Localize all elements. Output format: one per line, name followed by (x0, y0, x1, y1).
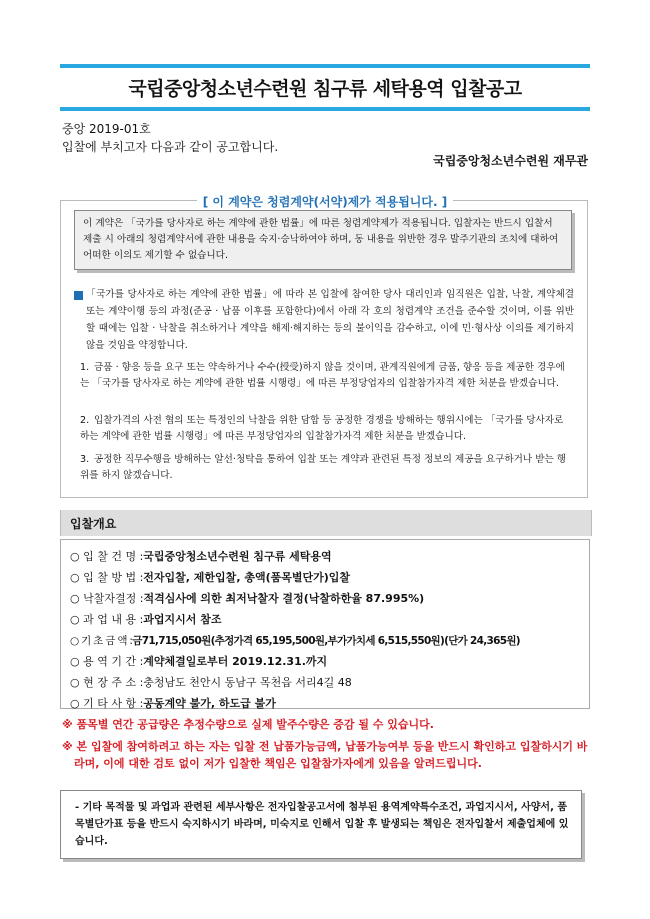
notice-number: 중앙 2019-01호 (62, 122, 151, 136)
overview-row-method: ○ 입 찰 방 법 :전자입찰, 제한입찰, 총액(품목별단가)입찰 (70, 571, 351, 584)
overview-row-period: ○ 용 역 기 간 :계약체결일로부터 2019.12.31.까지 (70, 655, 328, 668)
pledge-item: 3. 공정한 직무수행을 방해하는 알선·청탁을 통하여 입찰 또는 계약과 관련된 특정 정보의 제공을 요구하거나 받는 행위를 하지 않겠습니다. (80, 454, 567, 481)
pledge-item: 2. 입찰가격의 사전 협의 또는 특정인의 낙찰을 위한 담합 등 공정한 경쟁을 방해하는 행위시에는 「국가를 당사자로 하는 계약에 관한 법률 시행령」에 따른 부정당업자의 입찰참가자격 제한 처분을 받겠습니다. (80, 415, 564, 442)
overview-title: 입찰개요 (70, 517, 117, 531)
footer-note: - 기타 목적물 및 과업과 관련된 세부사항은 전자입찰공고서에 첨부된 용역계약특수조건, 과업지시서, 사양서, 품목별단가표 등을 반드시 숙지하시기 바라며, 미숙지로 인해서 입찰 후 발생되는 책임은 전자입찰서 제출업체에 있습니다. (60, 790, 582, 859)
overview-row-etc: ○ 기 타 사 항 :공동계약 불가, 하도급 불가 (70, 697, 276, 710)
overview-row-scope: ○ 과 업 내 용 :과업지시서 참조 (70, 613, 222, 626)
overview-section-bar (60, 510, 592, 536)
overview-row-award: ○ 낙찰자결정 :적격심사에 의한 최저낙찰자 결정(낙찰하한율 87.995%) (70, 592, 425, 605)
bullet-marker-icon (74, 291, 83, 300)
warning-text: ※ 품목별 연간 공급량은 추정수량으로 실제 발주수량은 증감 될 수 있습니다. (62, 718, 434, 731)
page-title: 국립중앙청소년수련원 침구류 세탁용역 입찰공고 (128, 78, 522, 100)
overview-row-name: ○ 입 찰 건 명 :국립중앙청소년수련원 침구류 세탁용역 (70, 550, 332, 563)
overview-row-amount: ○ 기 초 금 액 :금71,715,050원(추정가격 65,195,500원,부가가치세 6,515,550원)(단가 24,365원) (70, 635, 520, 647)
pledge-heading: [ 이 계약은 청렴계약(서약)제가 적용됩니다. ] (60, 191, 590, 210)
overview-row-address: ○ 현 장 주 소 :충청남도 천안시 동남구 목천읍 서리4길 48 (70, 676, 352, 689)
title-rule-bottom (60, 107, 590, 111)
pledge-item: 1. 금품 · 향응 등을 요구 또는 약속하거나 수수(授受)하지 않을 것이며, 관계직원에게 금품, 향응 등을 제공한 경우에는 「국가를 당사자로 하는 계약에 관한 법률 시행령」에 따른 부정당업자의 입찰참가자격 제한 처분을 받겠습니다. (80, 362, 565, 389)
pledge-summary: 이 계약은 「국가를 당사자로 하는 계약에 관한 법률」에 따른 청렴계약제가 적용됩니다. 입찰자는 반드시 입찰서 제출 시 아래의 청렴계약서에 관한 내용을 숙지·승낙하여야 하며, 동 내용을 위반한 경우 발주기관의 조치에 대하여 어떠한 이의도 제기할 수 없습니다. (74, 210, 572, 270)
intro-text: 입찰에 부치고자 다음과 같이 공고합니다. (62, 140, 279, 154)
title-rule-top (60, 64, 590, 68)
signer: 국립중앙청소년수련원 재무관 (433, 154, 588, 168)
pledge-main-text: 「국가를 당사자로 하는 계약에 관한 법률」에 따라 본 입찰에 참여한 당사 대리인과 임직원은 입찰, 낙찰, 계약체결 또는 계약이행 등의 과정(준공 · 납품 이후를 포함한다)에서 아래 각 호의 청렴계약 조건을 준수할 것이며, 이를 위반할 때에는 입찰 · 낙찰을 취소하거나 계약을 해제·해지하는 등의 불이익을 감수하고, 이에 민·형사상 이의를 제기하지 않을 것임을 약정합니다. (86, 289, 574, 351)
warning-text: ※ 본 입찰에 참여하려고 하는 자는 입찰 전 납품가능금액, 납품가능여부 등을 반드시 확인하고 입찰하시기 바라며, 이에 대한 검토 없이 저가 입찰한 책임은 입찰참가자에게 있음을 알려드립니다. (62, 740, 588, 770)
